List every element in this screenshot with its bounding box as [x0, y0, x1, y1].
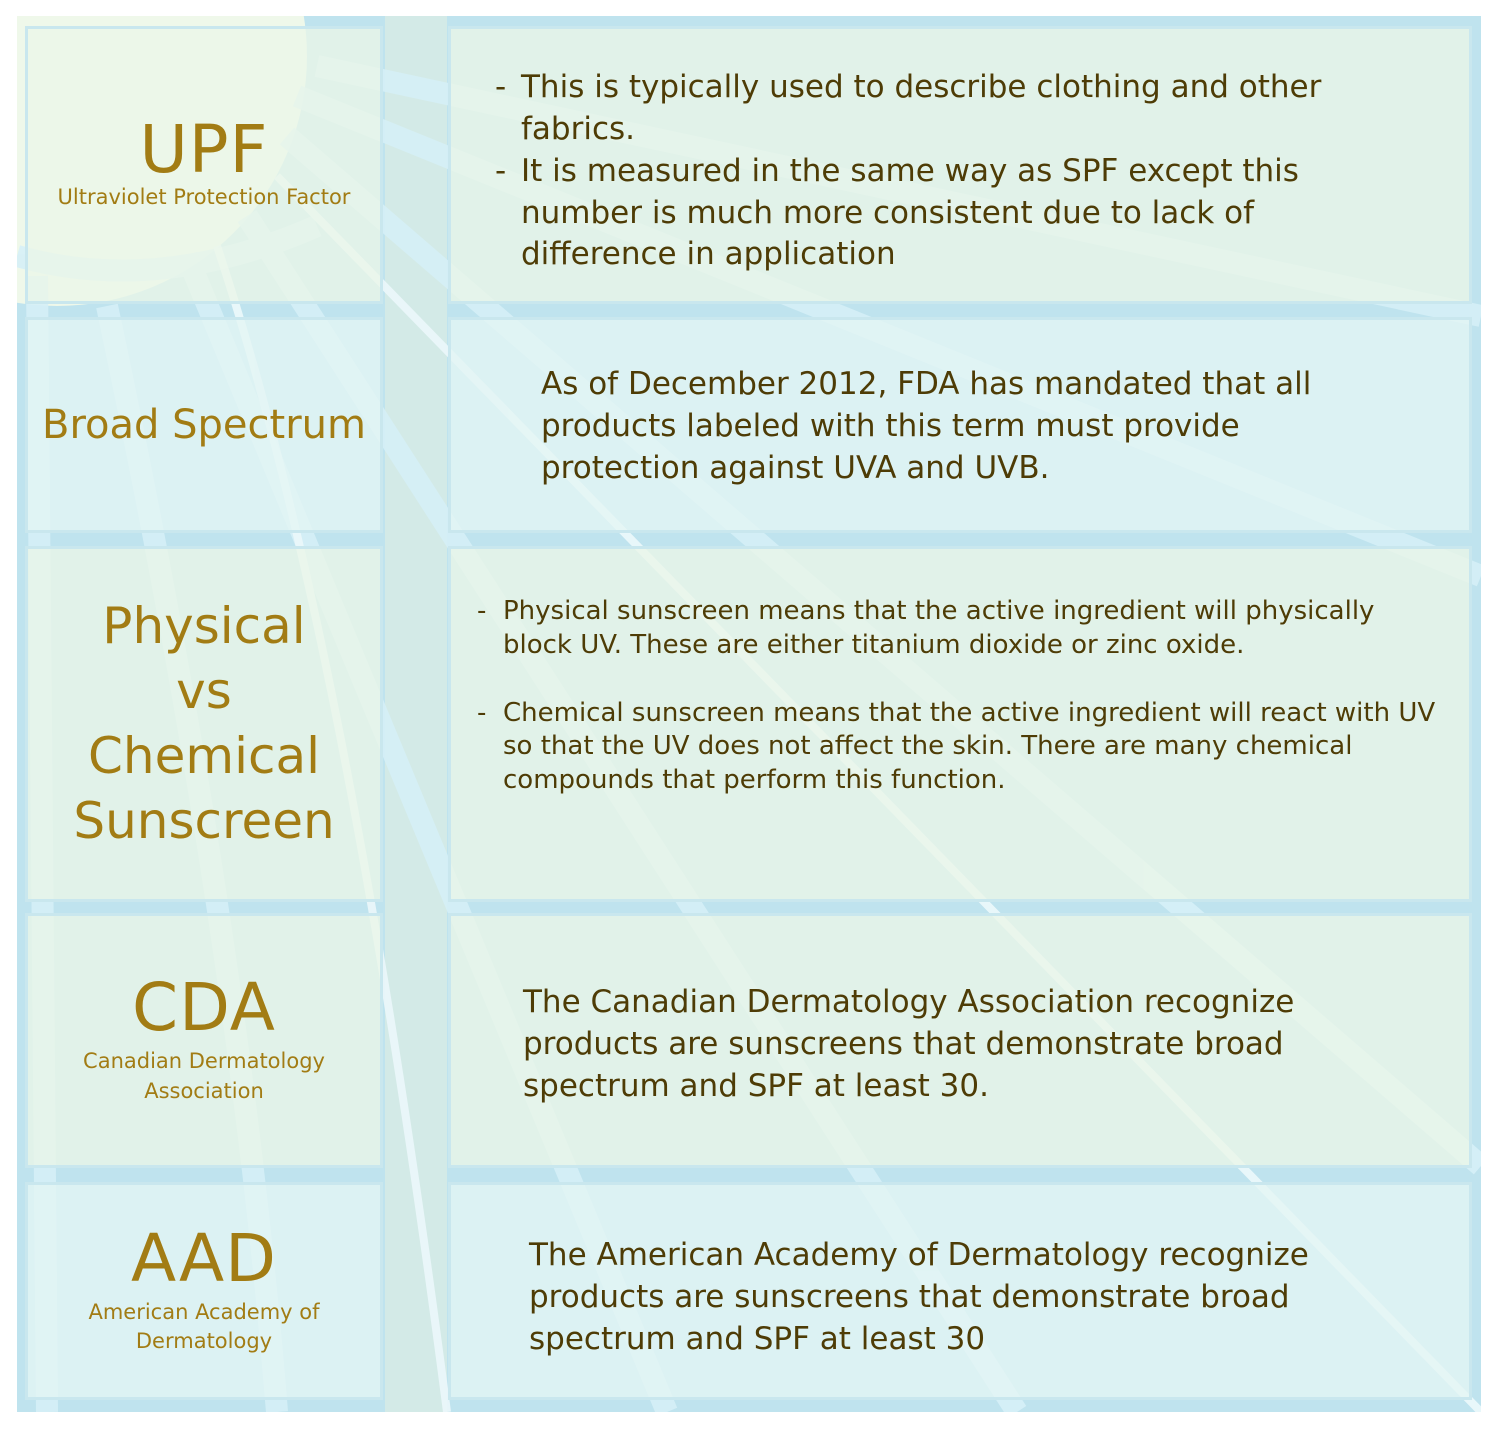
term-cell-broad-spectrum	[25, 317, 383, 533]
definition-text: The American Academy of Dermatology recognize products are sunscreens that demonstrate broad spectrum and SPF at least 30	[529, 1237, 1309, 1357]
table-frame	[17, 16, 1481, 1412]
definition-cell-broad-spectrum	[448, 317, 1472, 533]
term-full-name: Ultraviolet Protection Factor	[57, 185, 351, 210]
term-label-line: vs	[176, 662, 232, 720]
term-full-name-line: Association	[144, 1078, 264, 1103]
term-full-name-line: Dermatology	[135, 1329, 273, 1353]
term-full-name-line: Canadian Dermatology	[83, 1049, 325, 1074]
term-full-name-line: American Academy of	[88, 1299, 320, 1324]
term-abbr: AAD	[131, 1219, 277, 1297]
definition-cell-aad	[448, 1182, 1472, 1400]
definition-text: The Canadian Dermatology Association recognize products are sunscreens that demonstrate broad spectrum and SPF at least 30.	[523, 984, 1295, 1104]
term-label-line: Physical	[102, 597, 306, 655]
term-cell-upf	[25, 26, 383, 304]
term-cell-aad	[25, 1182, 383, 1400]
term-cell-cda	[25, 913, 383, 1168]
definition-cell-physical-vs-chemical	[448, 546, 1472, 902]
term-label-line: Sunscreen	[73, 792, 335, 850]
term-abbr: CDA	[132, 969, 276, 1047]
definition-bullet: - It is measured in the same way as SPF except this number is much more consistent due to lack of difference in application	[495, 151, 1395, 277]
term-abbr: UPF	[139, 111, 269, 189]
definition-text: As of December 2012, FDA has mandated that all products labeled with this term must provide protection against UVA and UVB.	[541, 366, 1312, 486]
term-label: Broad Spectrum	[42, 402, 366, 448]
definition-bullet: - This is typically used to describe clothing and other fabrics.	[495, 67, 1395, 151]
definition-bullet: - Chemical sunscreen means that the active ingredient will react with UV so that the UV does not affect the skin. There are many chemical compounds that perform this function.	[477, 697, 1447, 798]
term-label-line: Chemical	[88, 727, 320, 785]
term-cell-physical-vs-chemical	[25, 546, 383, 902]
definition-bullet: - Physical sunscreen means that the active ingredient will physically block UV. These are either titanium dioxide or zinc oxide.	[477, 595, 1447, 663]
definition-cell-cda	[448, 913, 1472, 1168]
definition-cell-upf	[448, 26, 1472, 304]
